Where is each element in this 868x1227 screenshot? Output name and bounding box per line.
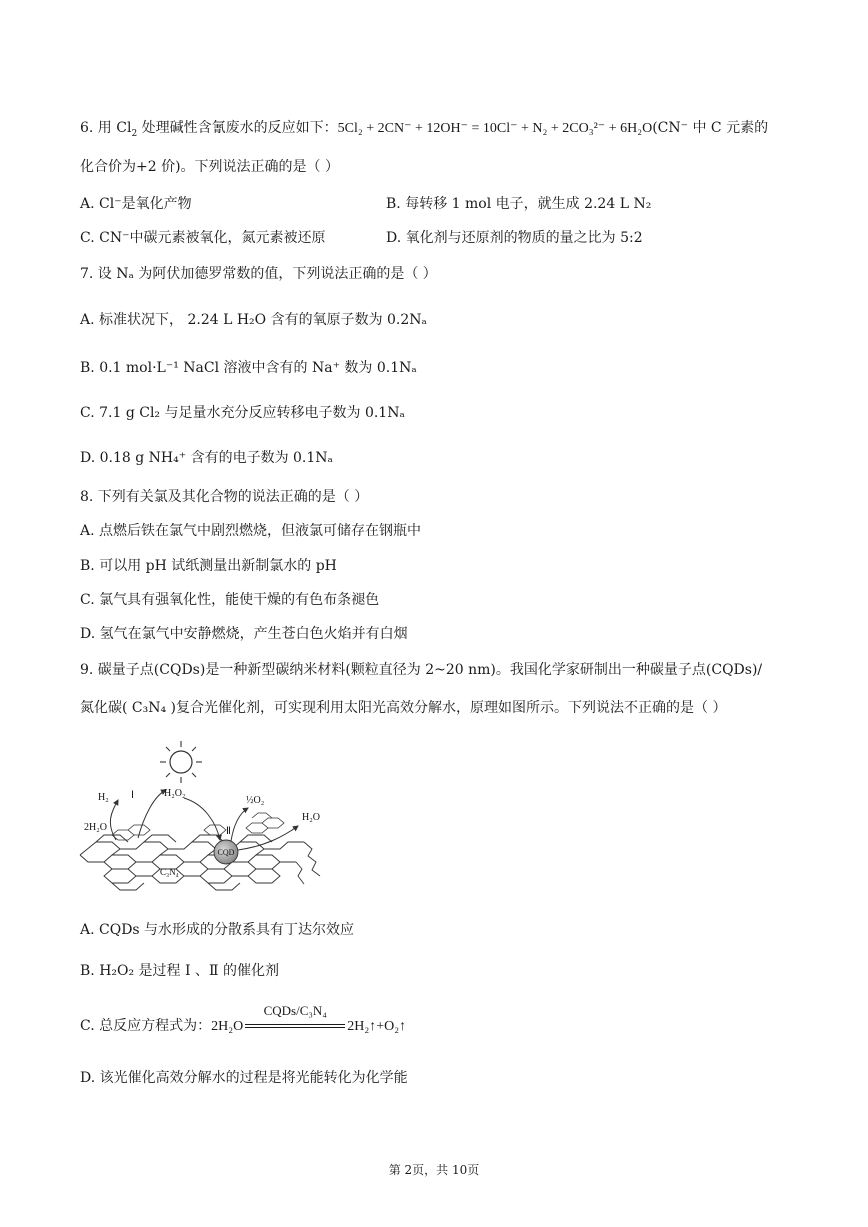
q6-option-a: A. Cl⁻是氧化产物 — [80, 196, 192, 212]
label-h2o: H₂O — [302, 812, 320, 823]
q9-eq-catalyst: CQDs/C₃N₄ — [263, 1003, 327, 1018]
q7-option-d: D. 0.18 g NH₄⁺ 含有的电子数为 0.1Nₐ — [80, 450, 333, 466]
q6-option-b: B. 每转移 1 mol 电子，就生成 2.24 L N₂ — [386, 196, 652, 212]
q9-eq-left: 2H₂O — [211, 1019, 244, 1034]
q6-stem-part-d: (CN⁻ 中 C 元素的 — [652, 120, 769, 136]
q9-option-c-prefix: C. 总反应方程式为： — [80, 1018, 212, 1034]
label-step-2: Ⅱ — [226, 826, 231, 837]
q8-option-c: C. 氯气具有强氧化性，能使干燥的有色布条褪色 — [80, 592, 380, 608]
q6-line1 — [80, 118, 768, 139]
q7-stem: 7. 设 Nₐ 为阿伏加德罗常数的值，下列说法正确的是（ ） — [80, 266, 437, 282]
reaction-arrows — [110, 790, 298, 850]
cqd-particle — [214, 840, 238, 864]
q6-option-d: D. 氧化剂与还原剂的物质的量之比为 5:2 — [386, 230, 643, 246]
q9-option-a: A. CQDs 与水形成的分散系具有丁达尔效应 — [80, 922, 355, 938]
q9-stem-line2: 氮化碳( C₃N₄ )复合光催化剂，可实现利用太阳光高效分解水，原理如图所示。下列说法不正确的是（ ） — [80, 700, 727, 716]
q7-option-c: C. 7.1 g Cl₂ 与足量水充分反应转移电子数为 0.1Nₐ — [80, 405, 405, 421]
photocatalysis-diagram — [76, 738, 326, 898]
q8-option-a: A. 点燃后铁在氯气中剧烈燃烧，但液氯可储存在钢瓶中 — [80, 523, 422, 539]
q6-stem-sub: 2 — [131, 128, 138, 139]
q9-option-d: D. 该光催化高效分解水的过程是将光能转化为化学能 — [80, 1070, 408, 1086]
c3n4-sheet — [80, 835, 320, 890]
q6-line2: 化合价为+2 价)。下列说法正确的是（ ） — [80, 159, 339, 175]
q9-eq-condition — [245, 1003, 345, 1036]
label-half-o2: ½O₂ — [246, 795, 265, 806]
label-2h2o: 2H₂O — [84, 822, 107, 833]
q6-stem-part-c: 处理碱性含氰废水的反应如下： — [137, 120, 338, 136]
q8-option-d: D. 氢气在氯气中安静燃烧，产生苍白色火焰并有白烟 — [80, 626, 408, 642]
q7-option-a: A. 标准状况下， 2.24 L H₂O 含有的氧原子数为 0.2Nₐ — [80, 312, 427, 328]
surface-fragments — [112, 813, 284, 840]
q9-option-b: B. H₂O₂ 是过程 Ⅰ 、Ⅱ 的催化剂 — [80, 963, 279, 979]
label-step-1: Ⅰ — [131, 790, 134, 801]
page-footer: 第 2页，共 10页 — [388, 1163, 480, 1177]
q9-eq-right: 2H₂↑+O₂↑ — [347, 1019, 407, 1034]
q8-option-b: B. 可以用 pH 试纸测量出新制氯水的 pH — [80, 558, 337, 574]
label-h2: H₂ — [98, 792, 109, 803]
q8-stem: 8. 下列有关氯及其化合物的说法正确的是（ ） — [80, 489, 369, 505]
label-c3n4: C₃N₄ — [160, 867, 179, 877]
q9-stem-line1: 9. 碳量子点(CQDs)是一种新型碳纳米材料(颗粒直径为 2~20 nm)。我国化学家研制出一种碳量子点(CQDs)/ — [80, 662, 763, 678]
q6-option-c: C. CN⁻中碳元素被氧化，氮元素被还原 — [80, 230, 326, 246]
label-h2o2: H₂O₂ — [164, 788, 186, 799]
sun-icon — [160, 741, 202, 783]
q6-equation: 5Cl₂ + 2CN⁻ + 12OH⁻ = 10Cl⁻ + N₂ + 2CO₃²⁻ + 6H₂O — [337, 121, 653, 136]
q7-option-b: B. 0.1 mol·L⁻¹ NaCl 溶液中含有的 Na⁺ 数为 0.1Nₐ — [80, 360, 417, 376]
q6-stem-part-a: 6. 用 Cl — [80, 120, 132, 136]
cqd-label: CQD — [217, 848, 235, 857]
q9-option-c — [80, 1003, 407, 1037]
